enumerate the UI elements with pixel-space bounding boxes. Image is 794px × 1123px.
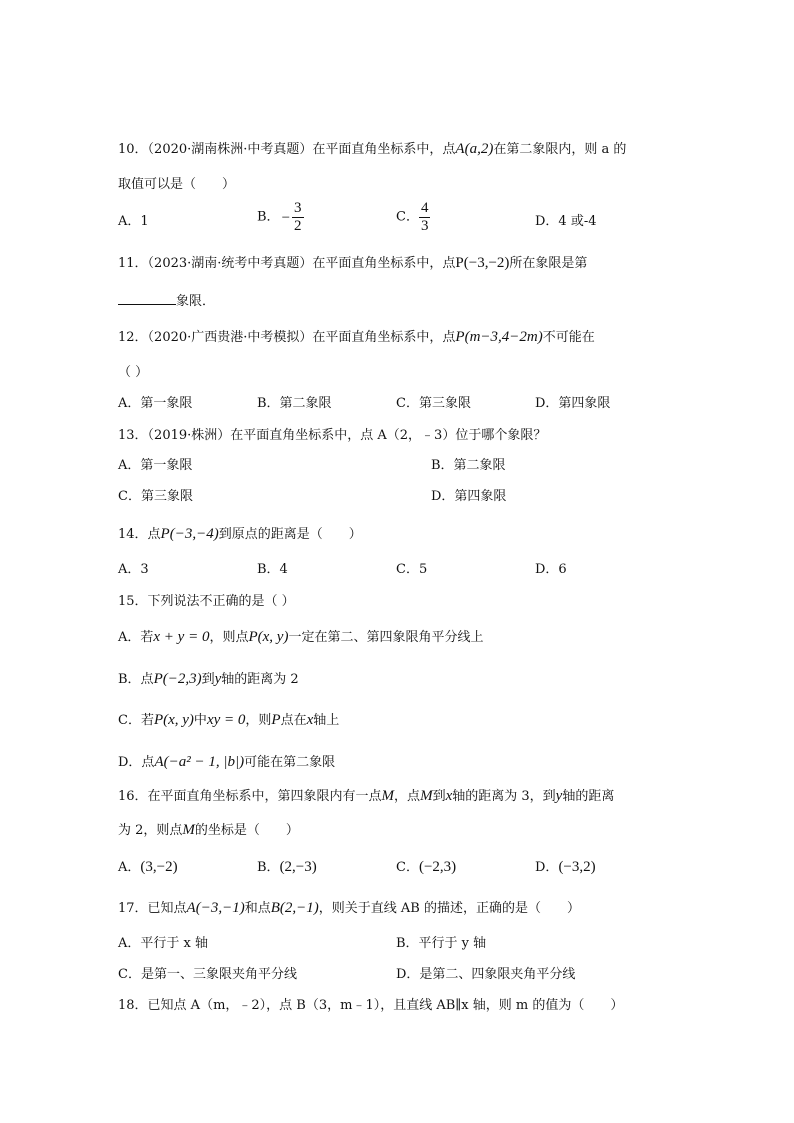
- q16-option-a: A．(3,−2): [118, 859, 178, 875]
- q13-option-b: B．第二象限: [431, 458, 506, 473]
- q10-option-b-fraction: $\frac{3}{2}$: [294, 200, 302, 234]
- q10-option-b: B． − $\frac{3}{2}$: [257, 200, 302, 234]
- answer-blank[interactable]: [118, 290, 176, 305]
- q18-stem: 18．已知点 A（m，﹣2），点 B（3，m﹣1），且直线 AB∥x 轴，则 m 的值为（ ）: [118, 998, 624, 1013]
- q14-point-math: P(−3,−4): [160, 526, 219, 542]
- q15-option-b: B．点P(−2,3)到y轴的距离为 2: [118, 671, 299, 687]
- q10-stem: 10．（2020·湖南株洲·中考真题）在平面直角坐标系中，点A(a,2)在第二象限内，则 a 的: [118, 141, 627, 157]
- q15-option-d: D．点A(−a² − 1, |b|)可能在第二象限: [118, 754, 336, 770]
- q17-option-d: D．是第二、四象限夹角平分线: [396, 967, 576, 982]
- q10-option-c-fraction: $\frac{4}{3}$: [420, 200, 429, 234]
- q12-option-c: C．第三象限: [396, 396, 471, 411]
- q16-option-b: B．(2,−3): [257, 859, 317, 875]
- q10-point-math: A(a,2): [455, 141, 494, 157]
- q16-option-d: D．(−3,2): [535, 859, 596, 875]
- q14-option-b: B．4: [257, 562, 288, 577]
- q17-option-a: A．平行于 x 轴: [118, 936, 208, 951]
- q15-option-c: C．若P(x, y)中xy = 0，则P点在x轴上: [118, 712, 340, 728]
- q13-option-a: A．第一象限: [118, 458, 193, 473]
- q15-stem: 15．下列说法不正确的是（ ）: [118, 594, 295, 609]
- q10-option-a: A．1: [118, 214, 149, 229]
- q11-point-math: P(−3,−2): [455, 255, 510, 271]
- q10-option-d: D．4 或-4: [535, 214, 597, 229]
- q12-option-d: D．第四象限: [535, 396, 611, 411]
- q12-stem: 12．（2020·广西贵港·中考模拟）在平面直角坐标系中，点P(m−3,4−2m)不可能在: [118, 329, 595, 345]
- q17-option-b: B．平行于 y 轴: [396, 936, 487, 951]
- q16-stem-line2: 为 2，则点M的坐标是（ ）: [118, 822, 299, 838]
- q13-stem: 13．（2019·株洲）在平面直角坐标系中，点 A（2，﹣3）位于哪个象限？: [118, 428, 547, 443]
- q17-stem: 17．已知点A(−3,−1)和点B(2,−1)，则关于直线 AB 的描述，正确的是（ ）: [118, 900, 580, 916]
- q12-option-a: A．第一象限: [118, 396, 193, 411]
- q11-stem: 11．（2023·湖南·统考中考真题）在平面直角坐标系中，点P(−3,−2)所在象限是第: [118, 255, 588, 271]
- q12-point-math: P(m−3,4−2m): [455, 329, 543, 345]
- q11-stem-line2: 象限．: [118, 290, 215, 312]
- q15-option-a: A．若x + y = 0，则点P(x, y)一定在第二、第四象限角平分线上: [118, 629, 484, 645]
- q14-option-a: A．3: [118, 562, 149, 577]
- q14-stem: 14．点P(−3,−4)到原点的距离是（ ）: [118, 526, 362, 542]
- q13-option-c: C．第三象限: [118, 489, 193, 504]
- q13-option-d: D．第四象限: [431, 489, 507, 504]
- q10-stem-line2: 取值可以是（ ）: [118, 177, 236, 192]
- q14-option-d: D．6: [535, 562, 567, 577]
- q10-option-c: C． $\frac{4}{3}$: [396, 200, 429, 234]
- q17-option-c: C．是第一、三象限夹角平分线: [118, 967, 297, 982]
- q14-option-c: C．5: [396, 562, 428, 577]
- q12-option-b: B．第二象限: [257, 396, 332, 411]
- q16-option-c: C．(−2,3): [396, 859, 457, 875]
- q12-stem-line2: （ ）: [118, 365, 149, 380]
- q16-stem: 16．在平面直角坐标系中，第四象限内有一点M，点M到x轴的距离为 3，到y轴的距离: [118, 788, 615, 804]
